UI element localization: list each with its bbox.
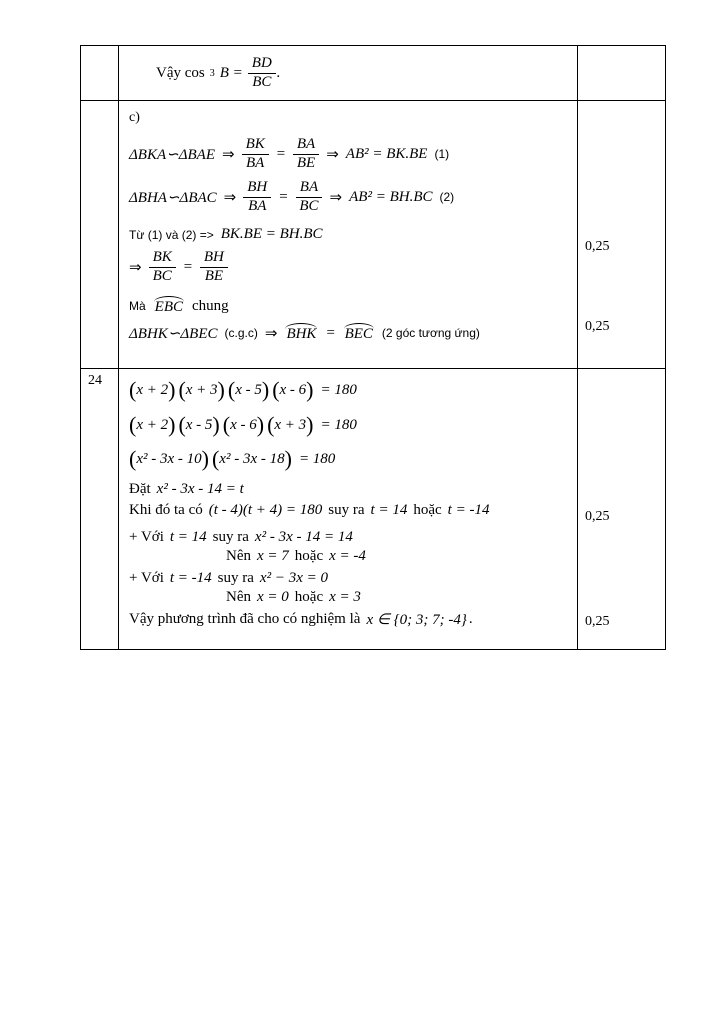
text-run: chung	[192, 297, 229, 314]
math-run: x - 5	[185, 416, 213, 433]
math-run: x² − 3x = 0	[259, 570, 328, 586]
right-paren: )	[201, 446, 209, 471]
solution-cell-row2	[119, 101, 578, 369]
right-paren: )	[212, 412, 220, 437]
fraction-denominator: BC	[299, 197, 319, 214]
fraction-denominator: BC	[152, 267, 172, 284]
math-line-case-2	[129, 570, 571, 587]
angle-with-arc: BHK	[284, 323, 318, 343]
paren-group	[267, 414, 313, 436]
right-paren: )	[168, 377, 176, 402]
paren-group	[228, 379, 269, 401]
paren-group	[223, 414, 264, 436]
left-paren: (	[211, 446, 220, 471]
question-number-cell-row1	[81, 46, 119, 101]
equation-tag: (2)	[439, 190, 455, 204]
points-value: 0,25	[585, 614, 610, 629]
implies-arrow: ⇒	[264, 325, 278, 342]
math-run: (t - 4)(t + 4) = 180	[208, 502, 323, 518]
left-paren: (	[129, 412, 137, 437]
points-cell-row1	[578, 46, 665, 101]
part-label: c)	[129, 110, 140, 125]
math-run: x² - 3x - 14 = 14	[254, 529, 353, 545]
right-paren: )	[217, 377, 225, 402]
text-run: Vậy cos	[156, 64, 205, 81]
points-cell-row2	[578, 101, 665, 369]
fraction	[149, 250, 176, 285]
text-run: Nên	[226, 589, 251, 605]
left-paren: (	[178, 377, 186, 402]
math-run: x - 6	[230, 416, 257, 433]
fraction-denominator: BA	[246, 154, 265, 171]
paren-group	[272, 379, 313, 401]
fraction	[248, 56, 276, 91]
paren-group	[129, 379, 175, 401]
math-line-final-answer	[129, 610, 571, 629]
math-run: t = -14	[447, 502, 490, 518]
paren-group	[178, 414, 219, 436]
left-paren: (	[129, 377, 137, 402]
math-run: = 180	[298, 450, 336, 467]
math-run: = 180	[320, 381, 357, 398]
question-number-cell-row3	[81, 369, 119, 649]
question-number-cell-row2	[81, 101, 119, 369]
fraction-denominator: BA	[248, 197, 267, 214]
math-run: x = -4	[329, 548, 366, 564]
equals: =	[325, 324, 336, 341]
math-line-t-equation	[129, 502, 571, 519]
text-run: hoặc	[294, 548, 324, 564]
math-run: x = 3	[329, 589, 361, 605]
exponent: 3	[209, 67, 215, 79]
fraction	[243, 180, 271, 215]
solution-cell-row3	[119, 369, 578, 649]
fraction	[242, 137, 269, 172]
text-run: Khi đó ta có	[129, 502, 203, 518]
text-run: + Với	[129, 570, 164, 586]
equals: =	[275, 145, 286, 162]
math-run: x + 2	[136, 381, 169, 398]
left-paren: (	[178, 412, 186, 437]
math-line-case-2-result	[129, 589, 571, 606]
math-run: ΔBHK∽ΔBEC	[129, 325, 218, 342]
math-run: x - 5	[235, 381, 262, 398]
math-run: x² - 3x - 10	[136, 450, 202, 467]
text-run: suy ra	[328, 502, 365, 518]
math-run: t = 14	[169, 529, 207, 545]
right-paren: )	[256, 412, 265, 437]
points-value: 0,25	[585, 239, 610, 254]
points-value: 0,25	[585, 319, 610, 334]
question-number: 24	[88, 373, 102, 388]
left-paren: (	[267, 412, 275, 437]
math-run: x = 7	[257, 548, 289, 564]
text-run: suy ra	[212, 529, 249, 545]
fraction-numerator: BH	[243, 180, 271, 198]
math-line-common-angle	[129, 296, 571, 316]
right-paren: )	[168, 412, 176, 437]
fraction	[293, 137, 319, 172]
paren-group	[129, 448, 209, 470]
math-run: x² - 3x - 18	[219, 450, 285, 467]
math-run: AB² = BH.BC	[349, 188, 433, 205]
math-run: ΔBHA∽ΔBAC	[129, 189, 217, 206]
fraction-denominator: BC	[252, 73, 272, 90]
math-run: x ∈ {0; 3; 7; -4}	[366, 612, 467, 628]
math-run: = 180	[320, 416, 357, 433]
paren-group	[178, 379, 224, 401]
solution-cell-row1	[119, 46, 578, 101]
math-run: B =	[219, 64, 243, 81]
text-run: hoặc	[294, 589, 324, 605]
math-run: x = 0	[257, 589, 289, 605]
math-run: AB² = BK.BE	[345, 145, 428, 162]
angle-with-arc: BEC	[343, 323, 375, 343]
right-paren: )	[306, 412, 314, 437]
fraction-denominator: BE	[296, 154, 316, 171]
text-run: Vậy phương trình đã cho có nghiệm là	[129, 611, 361, 627]
text-run: hoặc	[413, 502, 442, 518]
left-paren: (	[222, 412, 231, 437]
fraction-denominator: BE	[204, 267, 224, 284]
math-line-product-1	[129, 374, 571, 406]
math-run: t = 14	[370, 502, 408, 518]
text-run: suy ra	[217, 570, 254, 586]
implies-arrow: ⇒	[326, 146, 339, 163]
left-paren: (	[129, 446, 137, 471]
math-line-case-1	[129, 529, 571, 546]
math-line-cos	[156, 56, 571, 91]
math-run: x² - 3x - 14 = t	[156, 481, 244, 497]
paren-group	[212, 448, 292, 470]
implies-arrow: ⇒	[329, 189, 343, 206]
fraction-numerator: BA	[293, 137, 319, 155]
fraction-numerator: BD	[248, 56, 276, 74]
right-paren: )	[284, 446, 292, 471]
math-line-case-1-result	[129, 548, 571, 565]
points-cell-row3	[578, 369, 665, 649]
paren-group	[129, 414, 175, 436]
math-line-product-3	[129, 443, 571, 475]
math-line-from-1-2	[129, 226, 571, 243]
note-run: (2 góc tương ứng)	[381, 326, 480, 340]
fraction-numerator: BH	[200, 250, 228, 268]
implies-arrow: ⇒	[129, 259, 142, 276]
implies-arrow: ⇒	[223, 189, 237, 206]
math-run: x - 6	[279, 381, 307, 398]
fraction	[200, 250, 228, 285]
fraction	[295, 180, 322, 215]
math-line-conclusion	[129, 323, 571, 343]
left-paren: (	[227, 377, 236, 402]
fraction-numerator: BA	[296, 180, 322, 198]
math-run: x + 3	[185, 381, 218, 398]
fraction-numerator: BK	[242, 137, 269, 155]
math-line-similar-1	[129, 134, 571, 174]
period: .	[276, 64, 281, 81]
equation-tag: (1)	[434, 147, 450, 161]
grading-table	[80, 45, 666, 650]
case-note: (c.g.c)	[224, 326, 258, 340]
equals: =	[278, 188, 289, 205]
angle-with-arc: EBC	[153, 296, 185, 316]
math-line-similar-2	[129, 177, 571, 217]
points-value: 0,25	[585, 509, 610, 524]
text-run: Nên	[226, 548, 251, 564]
text-run: + Với	[129, 529, 164, 545]
fraction-numerator: BK	[149, 250, 176, 268]
math-run: x + 3	[274, 416, 307, 433]
left-paren: (	[272, 377, 280, 402]
math-run: t = -14	[169, 570, 212, 586]
text-run: Đặt	[129, 481, 151, 497]
math-run: ΔBKA∽ΔBAE	[129, 146, 215, 163]
equals: =	[182, 258, 193, 275]
math-line-product-2	[129, 409, 571, 441]
text-run: Mà	[129, 299, 146, 313]
math-line-substitution	[129, 481, 571, 498]
math-line-ratio	[129, 247, 571, 287]
math-run: x + 2	[136, 416, 169, 433]
implies-arrow: ⇒	[222, 146, 235, 163]
period: .	[468, 611, 473, 627]
text-run: Từ (1) và (2) =>	[129, 227, 214, 242]
right-paren: )	[261, 377, 270, 402]
right-paren: )	[306, 377, 314, 402]
math-run: BK.BE = BH.BC	[220, 226, 323, 242]
